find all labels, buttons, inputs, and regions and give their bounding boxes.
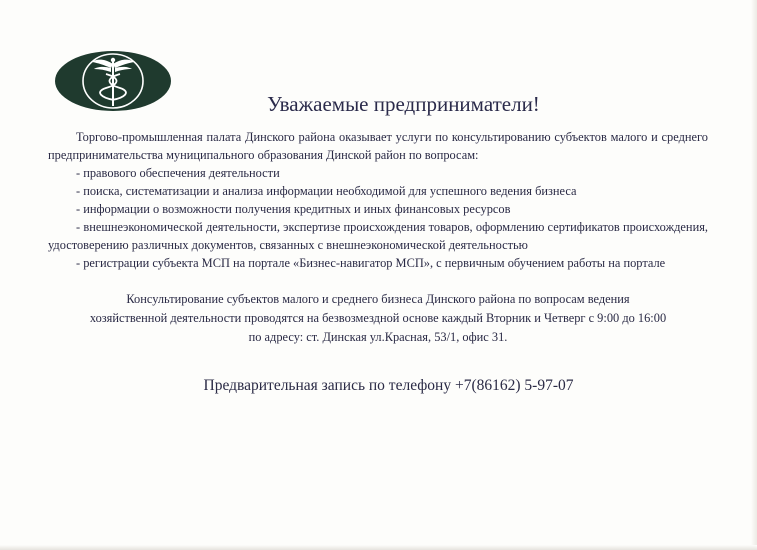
service-item-financing: - информации о возможности получения кредитных и иных финансовых ресурсов: [76, 202, 511, 216]
consultation-line: Консультирование субъектов малого и среднего бизнеса Динского района по вопросам ведения: [126, 292, 630, 306]
service-item-legal: - правового обеспечения деятельности: [76, 166, 280, 180]
intro-paragraph: Торгово-промышленная палата Динского района оказывает услуги по консультированию субъектов малого и среднего предпринимательства муниципального образования Динской район по вопросам:: [48, 130, 708, 162]
consultation-schedule: [48, 290, 708, 347]
scan-edge: [751, 0, 757, 550]
consultation-address: по адресу: ст. Динская ул.Красная, 53/1, офис 31.: [248, 330, 508, 344]
phone-booking-line: Предварительная запись по телефону +7(86162) 5-97-07: [203, 377, 574, 394]
service-item-registration: - регистрации субъекта МСП на портале «Бизнес-навигатор МСП», с первичным обучением работы на портале: [76, 256, 666, 270]
service-item-foreign-trade: - внешнеэкономической деятельности, экспертизе происхождения товаров, оформлению сертификатов происхождения, удостоверению различных документов, связанных с внешнеэкономической деятельностью: [48, 220, 708, 252]
services-section: [48, 128, 708, 272]
scan-edge: [0, 545, 757, 550]
service-item-information: - поиска, систематизации и анализа информации необходимой для успешного ведения бизнеса: [76, 184, 577, 198]
page-title: Уважаемые предприниматели!: [267, 92, 540, 116]
consultation-line: хозяйственной деятельности проводятся на безвозмездной основе каждый Вторник и Четверг с 9:00 до 16:00: [89, 311, 667, 325]
